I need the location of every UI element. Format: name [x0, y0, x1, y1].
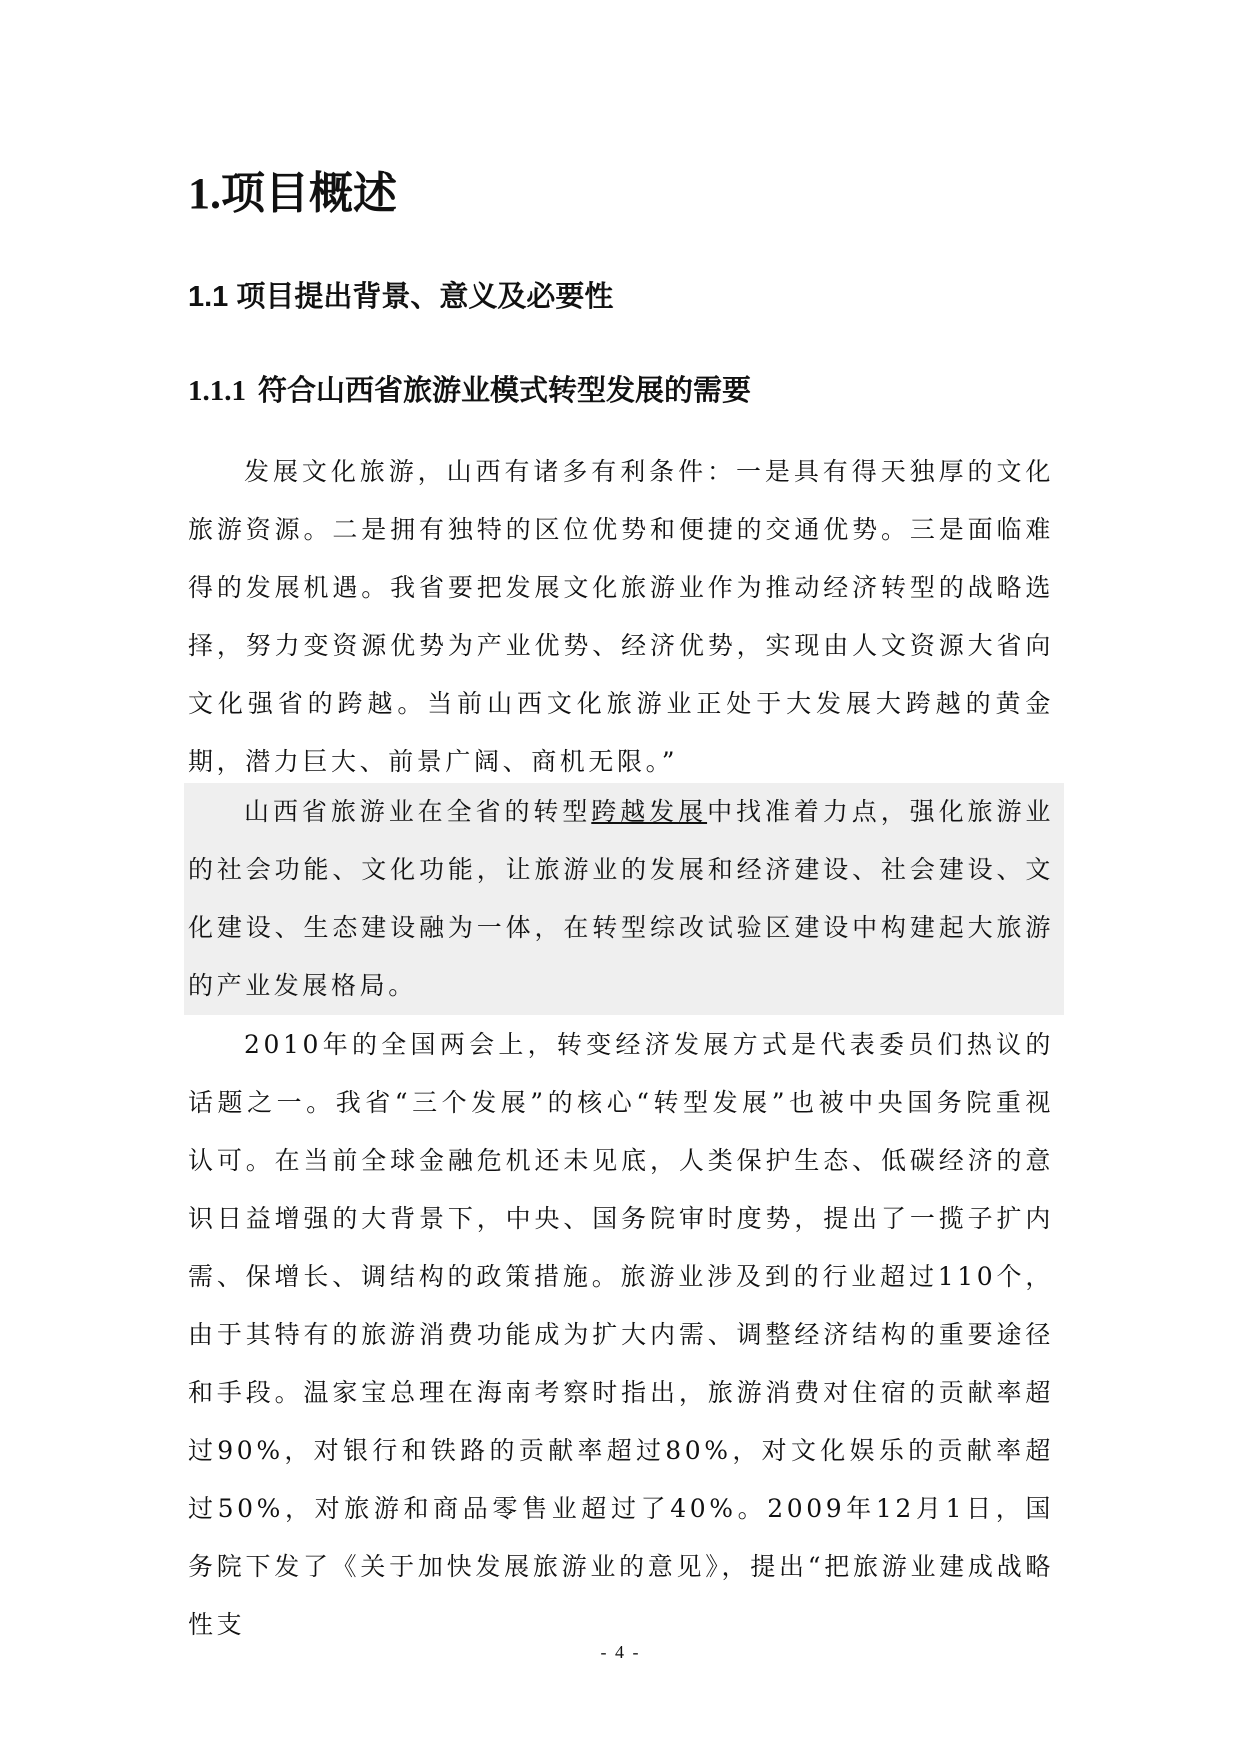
paragraph-cultural-tourism-conditions: 发展文化旅游，山西有诸多有利条件：一是具有得天独厚的文化旅游资源。二是拥有独特的区位优势和便捷的交通优势。三是面临难得的发展机遇。我省要把发展文化旅游业作为推动经济转型的战略选择，努力变资源优势为产业优势、经济优势，实现由人文资源大省向文化强省的跨越。当前山西文化旅游业正处于大发展大跨越的黄金期，潜力巨大、前景广阔、商机无限。” — [188, 457, 1054, 776]
page-number: - 4 - — [600, 1642, 641, 1662]
subsection-number: 1.1.1 — [188, 375, 246, 407]
paragraph2-text-before: 山西省旅游业在全省的转型 — [244, 797, 592, 826]
subsection-heading — [188, 368, 751, 413]
chapter-heading: 1.项目概述 — [188, 169, 397, 218]
paragraph-transformation-focus — [188, 783, 1054, 1015]
underlined-phrase: 跨越发展 — [591, 797, 708, 826]
paragraph-national-policy: 2010年的全国两会上，转变经济发展方式是代表委员们热议的话题之一。我省“三个发展”的核心“转型发展”也被中央国务院重视认可。在当前全球金融危机还未见底，人类保护生态、低碳经济的意识日益增强的大背景下，中央、国务院审时度势，提出了一揽子扩内需、保增长、调结构的政策措施。旅游业涉及到的行业超过110个，由于其特有的旅游消费功能成为扩大内需、调整经济结构的重要途径和手段。温家宝总理在海南考察时指出，旅游消费对住宿的贡献率超过90%，对银行和铁路的贡献率超过80%，对文化娱乐的贡献率超过50%，对旅游和商品零售业超过了40%。2009年12月1日，国务院下发了《关于加快发展旅游业的意见》，提出“把旅游业建成战略性支 — [188, 1030, 1054, 1639]
paragraph2-text-after: 中找准着力点，强化旅游业的社会功能、文化功能，让旅游业的发展和经济建设、社会建设、文化建设、生态建设融为一体，在转型综改试验区建设中构建起大旅游的产业发展格局。 — [188, 797, 1055, 1000]
section-heading: 1.1 项目提出背景、意义及必要性 — [188, 281, 614, 313]
subsection-title: 符合山西省旅游业模式转型发展的需要 — [258, 373, 752, 407]
